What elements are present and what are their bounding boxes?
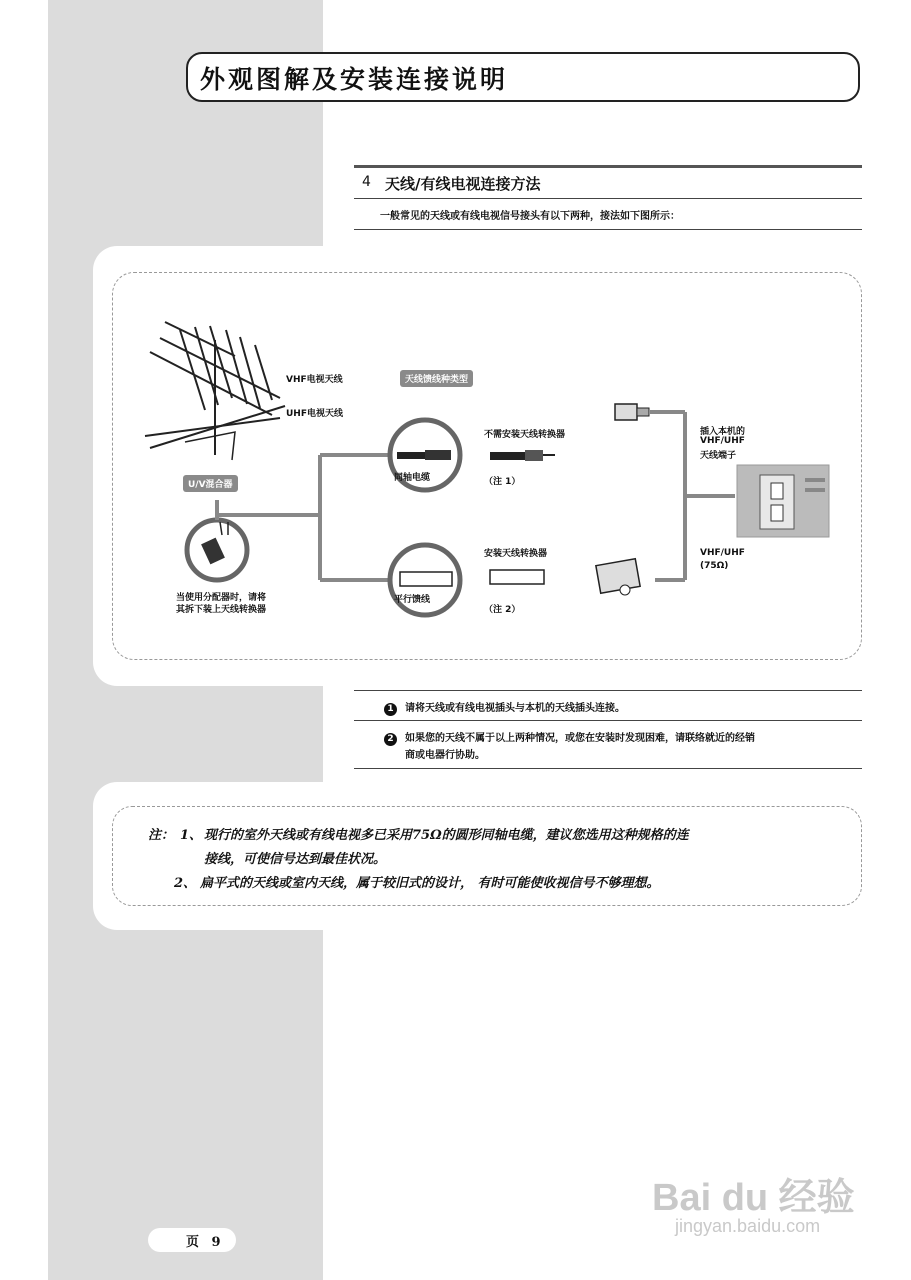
insert-unit-label-3: 天线端子 xyxy=(700,451,737,461)
vhf-antenna-label: VHF电视天线 xyxy=(286,375,343,385)
antenna-icon xyxy=(145,322,285,460)
section-title: 天线/有线电视连接方法 xyxy=(385,175,541,193)
note-2-text: 扁平式的天线或室内天线，属于较旧式的设计， 有时可能使收视信号不够理想。 xyxy=(200,876,660,891)
coax-cable-label: 同轴电缆 xyxy=(394,473,431,483)
coax-plug-icon xyxy=(490,452,525,460)
watermark-url: jingyan.baidu.com xyxy=(675,1216,821,1236)
connector-lines xyxy=(217,412,735,580)
bullets-top-rule xyxy=(354,690,862,691)
note-prefix: 注： xyxy=(148,828,175,843)
page-word: 页 xyxy=(186,1235,200,1250)
with-converter-label: 安装天线转换器 xyxy=(484,549,548,559)
converter-icon xyxy=(596,559,640,594)
uhf-antenna-label: UHF电视天线 xyxy=(286,409,343,419)
page-title: 外观图解及安装连接说明 xyxy=(200,65,509,94)
section-intro: 一般常见的天线或有线电视信号接头有以下两种，接法如下图所示： xyxy=(380,211,680,222)
note2-ref: （注 2） xyxy=(484,605,521,615)
bullets-mid-rule xyxy=(354,720,862,721)
note-2-number: 2、 xyxy=(174,876,197,891)
bullet-2-number: 2 xyxy=(384,733,397,746)
cable-types-tag: 天线馈线种类型 xyxy=(400,370,473,387)
flat-wire-icon xyxy=(490,570,544,584)
section-number: 4 xyxy=(362,174,371,190)
note-1-number: 1、 xyxy=(180,828,203,843)
note-1-text-b: 接线，可使信号达到最佳状况。 xyxy=(204,852,387,867)
page-number: 9 xyxy=(211,1235,221,1250)
bullet-1-number: 1 xyxy=(384,703,397,716)
no-converter-label: 不需安装天线转换器 xyxy=(484,430,566,440)
note-1-text-a: 现行的室外天线或有线电视多已采用75Ω的圆形同轴电缆，建议您选用这种规格的连 xyxy=(204,828,689,843)
bullet-2-line2: 商或电器行协助。 xyxy=(405,750,485,761)
vhf-uhf-75-label-1: VHF/UHF xyxy=(700,548,745,558)
insert-unit-label-2: VHF/UHF xyxy=(700,436,745,446)
bullets-bottom-rule xyxy=(354,768,862,769)
bullet-1 xyxy=(384,699,625,716)
mixer-note-1: 当使用分配器时，请将 xyxy=(176,593,267,603)
vhf-uhf-75-label-2: (75Ω) xyxy=(700,561,729,571)
plug-icon xyxy=(615,404,637,420)
bullet-2-text: 如果您的天线不属于以上两种情况，或您在安装时发现困难，请联络就近的经销 xyxy=(405,733,755,744)
insert-unit-label-1: 插入本机的 xyxy=(700,427,746,437)
parallel-wire-label: 平行馈线 xyxy=(394,595,431,605)
bullet-1-text: 请将天线或有线电视插头与本机的天线插头连接。 xyxy=(405,703,625,714)
page-label xyxy=(186,1231,221,1250)
watermark-brand: Bai du 经验 xyxy=(652,1177,855,1219)
note1-ref: （注 1） xyxy=(484,477,521,487)
mixer-note-2: 其拆下装上天线转换器 xyxy=(176,605,267,615)
uv-mixer-tag: U/V混合器 xyxy=(183,475,238,492)
bullet-2 xyxy=(384,729,755,746)
